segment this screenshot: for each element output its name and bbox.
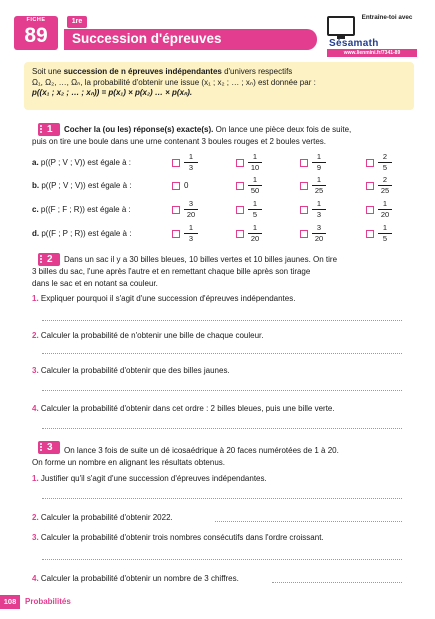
qcm-option[interactable] [300, 224, 340, 246]
exercise-3-question-3 [32, 533, 324, 543]
option-value: 0 [184, 181, 189, 190]
denominator: 50 [250, 185, 260, 195]
answer-checkbox[interactable] [366, 206, 374, 214]
numerator: 1 [248, 200, 262, 210]
qcm-option[interactable] [300, 176, 340, 198]
denominator: 20 [380, 209, 390, 219]
question-text: p((F ; F ; R)) est égale à : [40, 205, 131, 214]
fraction [184, 224, 198, 242]
question-text: Calculer la probabilité de n'obtenir une bille de chaque couleur. [40, 331, 264, 340]
fraction [378, 176, 392, 194]
qcm-option[interactable] [172, 224, 212, 246]
question-number: 2. [32, 331, 39, 340]
sesamath-link[interactable]: www.lienmini.fr/7341-89 [327, 49, 417, 57]
fraction [248, 200, 262, 218]
question-text: Expliquer pourquoi il s'agit d'une succession d'épreuves indépendantes. [40, 294, 296, 303]
question-text: Calculer la probabilité d'obtenir un nombre de 3 chiffres. [40, 574, 239, 583]
title-bar [64, 29, 317, 50]
question-number: 3. [32, 533, 39, 542]
denominator: 9 [316, 162, 322, 172]
fraction [248, 153, 262, 171]
answer-line[interactable] [42, 428, 402, 429]
qcm-question-1 [32, 158, 131, 168]
answer-line[interactable] [42, 353, 402, 354]
qcm-option[interactable] [236, 176, 276, 198]
numerator: 2 [378, 176, 392, 186]
fraction [378, 200, 392, 218]
exercise-number: 1 [47, 124, 53, 135]
definition-line-1 [32, 67, 406, 78]
sesamath-logo: Sésamath [329, 38, 379, 49]
exercise-number: 2 [47, 254, 53, 265]
fiche-badge [14, 16, 58, 50]
numerator: 1 [248, 224, 262, 234]
exercise-2-intro-line-1: Dans un sac il y a 30 billes bleues, 10 billes vertes et 10 billes jaunes. On tire [64, 255, 338, 264]
fraction [248, 224, 262, 242]
question-number: 1. [32, 294, 39, 303]
exercise-2-badge [38, 253, 60, 266]
answer-line[interactable] [272, 582, 402, 583]
answer-checkbox[interactable] [172, 206, 180, 214]
answer-checkbox[interactable] [300, 206, 308, 214]
exercise-2-question-4 [32, 404, 335, 414]
question-letter: b. [32, 181, 40, 190]
question-text: p((P ; V ; V)) est égale à : [40, 158, 132, 167]
question-letter: d. [32, 229, 40, 238]
dots-icon [40, 125, 45, 134]
qcm-option[interactable] [300, 200, 340, 222]
denominator: 25 [314, 185, 324, 195]
exercise-1-intro-rest: On lance une pièce deux fois de suite, [213, 125, 352, 134]
definition-bold: succession de n épreuves indépendantes [63, 67, 222, 76]
numerator: 1 [312, 176, 326, 186]
question-text: Calculer la probabilité d'obtenir 2022. [40, 513, 173, 522]
denominator: 3 [316, 209, 322, 219]
exercise-2-question-2 [32, 331, 263, 341]
page-title: Succession d'épreuves [72, 31, 222, 46]
numerator: 1 [312, 200, 326, 210]
fraction [184, 153, 198, 171]
fiche-number: 89 [24, 23, 48, 47]
numerator: 2 [378, 153, 392, 163]
answer-checkbox[interactable] [172, 159, 180, 167]
question-letter: c. [32, 205, 39, 214]
exercise-2-intro-line-3: dans le sac et en notant sa couleur. [32, 279, 158, 288]
answer-checkbox[interactable] [236, 206, 244, 214]
qcm-option[interactable] [236, 224, 276, 246]
numerator: 3 [312, 224, 326, 234]
answer-checkbox[interactable] [366, 159, 374, 167]
denominator: 3 [188, 233, 194, 243]
level-badge: 1re [67, 16, 87, 28]
definition-line-2: Ω₁, Ω₂, …, Ωₙ, la probabilité d'obtenir une issue (x₁ ; x₂ ; … ; xₙ) est donnée par : [32, 77, 316, 87]
denominator: 5 [252, 209, 258, 219]
qcm-option[interactable] [366, 153, 406, 175]
exercise-3-question-1 [32, 474, 267, 484]
denominator: 3 [188, 162, 194, 172]
monitor-icon [327, 16, 355, 36]
numerator: 1 [378, 224, 392, 234]
qcm-option[interactable] [366, 224, 406, 246]
qcm-option[interactable] [236, 153, 276, 175]
qcm-option[interactable] [300, 153, 340, 175]
answer-line[interactable] [42, 320, 402, 321]
exercise-3-intro-line-1: On lance 3 fois de suite un dé icosaédrique à 20 faces numérotées de 1 à 20. [64, 446, 339, 455]
question-number: 4. [32, 404, 39, 413]
exercise-1-intro-line-2: puis on tire une boule dans une urne contenant 3 boules rouges et 2 boules vertes. [32, 137, 326, 146]
page-number: 108 [0, 595, 20, 609]
answer-checkbox[interactable] [236, 230, 244, 238]
fraction [378, 153, 392, 171]
answer-checkbox[interactable] [236, 182, 244, 190]
question-number: 2. [32, 513, 39, 522]
exercise-3-badge [38, 441, 60, 454]
qcm-question-2 [32, 181, 131, 191]
question-letter: a. [32, 158, 39, 167]
question-text: p((F ; P ; R)) est égale à : [41, 229, 132, 238]
fraction [378, 224, 392, 242]
exercise-2-question-3 [32, 366, 230, 376]
answer-checkbox[interactable] [300, 182, 308, 190]
definition-box [24, 62, 414, 110]
denominator: 20 [250, 233, 260, 243]
qcm-option[interactable] [366, 200, 406, 222]
exercise-1-instruction: Cocher la (ou les) réponse(s) exacte(s). [64, 125, 214, 134]
answer-checkbox[interactable] [172, 230, 180, 238]
qcm-question-4 [32, 229, 131, 239]
numerator: 3 [184, 200, 198, 210]
denominator: 5 [382, 233, 388, 243]
exercise-2-intro-line-2: 3 billes du sac, l'une après l'autre et en remettant chaque bille après son tirage [32, 267, 311, 276]
denominator: 25 [380, 185, 390, 195]
exercise-1-badge [38, 123, 60, 136]
exercise-3-question-2 [32, 513, 173, 523]
qcm-option[interactable] [236, 200, 276, 222]
numerator: 1 [312, 153, 326, 163]
denominator: 20 [314, 233, 324, 243]
numerator: 1 [184, 153, 198, 163]
question-number: 1. [32, 474, 39, 483]
answer-line[interactable] [42, 498, 402, 499]
numerator: 1 [184, 224, 198, 234]
answer-checkbox[interactable] [172, 182, 180, 190]
qcm-question-3 [32, 205, 131, 215]
numerator: 1 [248, 176, 262, 186]
fraction [312, 200, 326, 218]
fiche-label: FICHE [26, 17, 46, 23]
train-label: Entraîne-toi avec [361, 14, 413, 21]
sesamath-box[interactable] [327, 14, 417, 56]
question-number: 3. [32, 366, 39, 375]
answer-checkbox[interactable] [300, 159, 308, 167]
qcm-option[interactable] [172, 200, 212, 222]
question-text: Calculer la probabilité d'obtenir que des billes jaunes. [40, 366, 230, 375]
exercise-3-question-4 [32, 574, 239, 584]
answer-checkbox[interactable] [300, 230, 308, 238]
qcm-option[interactable] [366, 176, 406, 198]
exercise-number: 3 [47, 442, 53, 453]
qcm-option[interactable] [172, 176, 212, 198]
numerator: 1 [248, 153, 262, 163]
denominator: 5 [382, 162, 388, 172]
dots-icon [40, 443, 45, 452]
fraction [312, 153, 326, 171]
answer-checkbox[interactable] [236, 159, 244, 167]
answer-line[interactable] [42, 559, 402, 560]
dots-icon [40, 255, 45, 264]
fraction [184, 200, 198, 218]
qcm-option[interactable] [172, 153, 212, 175]
section-title: Probabilités [25, 597, 71, 606]
definition-post: d'univers respectifs [221, 67, 293, 76]
answer-checkbox[interactable] [366, 182, 374, 190]
denominator: 20 [186, 209, 196, 219]
fraction [312, 176, 326, 194]
fraction [248, 176, 262, 194]
definition-formula: p((x₁ ; x₂ ; … ; xₙ)) = p(x₁) × p(x₂) … × p(xₙ). [32, 88, 193, 98]
exercise-2-question-1 [32, 294, 295, 304]
answer-checkbox[interactable] [366, 230, 374, 238]
answer-line[interactable] [215, 521, 402, 522]
answer-line[interactable] [42, 390, 402, 391]
question-text: Calculer la probabilité d'obtenir dans cet ordre : 2 billes bleues, puis une bille verte. [40, 404, 335, 413]
denominator: 10 [250, 162, 260, 172]
numerator: 1 [378, 200, 392, 210]
exercise-1-intro [64, 125, 351, 135]
exercise-3-intro-line-2: On forme un nombre en alignant les résultats obtenus. [32, 458, 225, 467]
definition-pre: Soit une [32, 67, 64, 76]
question-text: Calculer la probabilité d'obtenir trois nombres consécutifs dans l'ordre croissant. [40, 533, 324, 542]
fraction [312, 224, 326, 242]
question-text: p((P ; V ; V)) est égale à : [41, 181, 132, 190]
question-number: 4. [32, 574, 39, 583]
question-text: Justifier qu'il s'agit d'une succession d'épreuves indépendantes. [40, 474, 267, 483]
